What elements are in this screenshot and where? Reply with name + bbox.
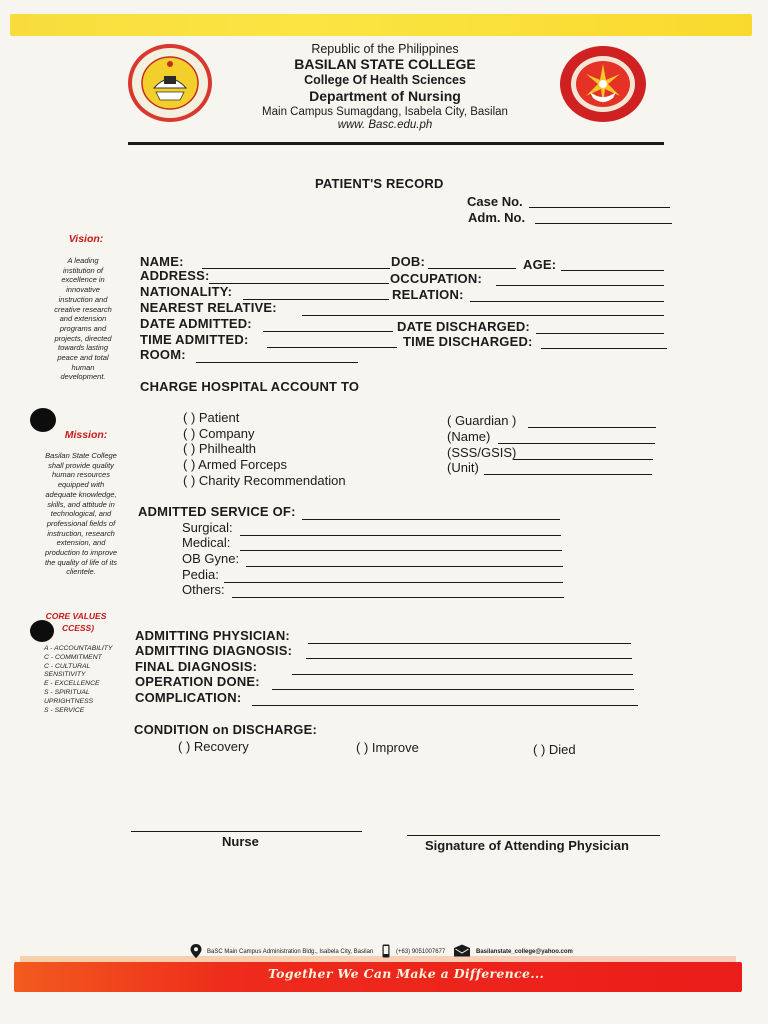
charge-option-company[interactable]: ( ) Company: [183, 426, 255, 441]
time-discharged-label: TIME DISCHARGED:: [403, 334, 533, 349]
admitting-physician-label: ADMITTING PHYSICIAN:: [135, 628, 290, 643]
mission-line: Basilan State College: [45, 451, 117, 460]
vision-text: [38, 256, 128, 382]
mission-line: equipped with: [57, 480, 105, 490]
mission-line: clientele.: [66, 567, 96, 577]
charge-option-patient[interactable]: ( ) Patient: [183, 410, 240, 425]
unit-label: (Unit): [447, 460, 479, 475]
core-value-item: C - CULTURAL: [44, 662, 91, 670]
mission-line: extension, and: [56, 538, 106, 548]
nurse-label: Nurse: [222, 834, 259, 849]
ob-gyne-label: OB Gyne:: [182, 551, 240, 566]
date-discharged-label: DATE DISCHARGED:: [397, 319, 530, 334]
mission-line: instruction, research: [47, 528, 115, 538]
sss-gsis-label: (SSS/GSIS): [447, 445, 517, 460]
adm-no-label: Adm. No.: [468, 210, 526, 225]
core-value-item: C - COMMITMENT: [44, 653, 102, 661]
admitting-physician-field[interactable]: [308, 643, 631, 644]
discharge-option-died[interactable]: ( ) Died: [533, 742, 576, 757]
vision-line: institution of: [62, 265, 104, 275]
mission-line: skills, and attitude in: [47, 499, 115, 509]
form-title: PATIENT'S RECORD: [315, 176, 444, 191]
pedia-label: Pedia:: [182, 567, 219, 582]
occupation-label: OCCUPATION:: [390, 271, 482, 286]
core-value-item: A - ACCOUNTABILITY: [44, 645, 113, 652]
physician-label: Signature of Attending Physician: [425, 838, 629, 853]
admitting-diagnosis-label: ADMITTING DIAGNOSIS:: [135, 643, 293, 658]
vision-line: excellence in: [61, 275, 105, 285]
department-of-nursing-seal-icon: [558, 44, 648, 124]
top-color-band: [10, 14, 752, 36]
footer-address: BaSC Main Campus Administration Bldg., Isabela City, Basilan: [207, 949, 374, 955]
core-values-subheading: CCESS): [61, 623, 95, 633]
surgical-label: Surgical:: [182, 520, 233, 535]
phone-icon: [382, 944, 390, 958]
operation-done-field[interactable]: [272, 689, 634, 690]
room-label: ROOM:: [140, 347, 186, 362]
age-field[interactable]: [561, 270, 664, 271]
vision-line: A leading: [67, 256, 99, 265]
physician-signature-line[interactable]: [407, 835, 660, 836]
others-label: Others:: [182, 582, 225, 597]
sss-gsis-field[interactable]: [513, 459, 653, 460]
age-label: AGE:: [523, 257, 557, 272]
complication-label: COMPLICATION:: [135, 690, 242, 705]
final-diagnosis-field[interactable]: [292, 674, 633, 675]
discharge-option-improve[interactable]: ( ) Improve: [356, 740, 419, 755]
vision-line: innovative: [66, 285, 100, 295]
vision-line: programs and: [59, 323, 107, 333]
vision-heading: Vision:: [68, 233, 104, 245]
service-field[interactable]: [302, 519, 560, 520]
date-admitted-label: DATE ADMITTED:: [140, 316, 252, 331]
core-value-item: E - EXCELLENCE: [44, 680, 100, 688]
nationality-label: NATIONALITY:: [140, 284, 233, 299]
header-website: www. Basc.edu.ph: [337, 119, 433, 131]
relation-field[interactable]: [470, 301, 664, 302]
medical-label: Medical:: [182, 535, 231, 550]
guardian-field[interactable]: [528, 427, 656, 428]
unit-field[interactable]: [484, 474, 652, 475]
vision-line: instruction and: [58, 294, 108, 304]
ob-gyne-field[interactable]: [246, 566, 563, 567]
mission-line: technological, and: [50, 509, 112, 519]
vision-line: creative research: [54, 304, 112, 314]
name-field[interactable]: [202, 268, 390, 269]
admitting-diagnosis-field[interactable]: [306, 658, 632, 659]
medical-field[interactable]: [240, 550, 562, 551]
pedia-field[interactable]: [224, 582, 563, 583]
discharge-option-recovery[interactable]: ( ) Recovery: [178, 739, 249, 754]
core-value-item: UPRIGHTNESS: [44, 697, 94, 705]
vision-line: projects, directed: [54, 333, 112, 343]
others-field[interactable]: [232, 597, 564, 598]
charge-option-armed-forces[interactable]: ( ) Armed Forceps: [183, 457, 288, 472]
charge-heading: CHARGE HOSPITAL ACCOUNT TO: [140, 379, 360, 394]
header-divider: [128, 142, 664, 145]
core-value-item: S - SPIRITUAL: [44, 688, 90, 696]
mission-heading: Mission:: [64, 429, 108, 441]
vision-line: human: [71, 362, 95, 372]
core-values-heading: CORE VALUES: [45, 611, 107, 621]
address-label: ADDRESS:: [140, 268, 210, 283]
case-no-field[interactable]: [529, 207, 670, 208]
nearest-relative-label: NEAREST RELATIVE:: [140, 300, 277, 315]
final-diagnosis-label: FINAL DIAGNOSIS:: [135, 659, 258, 674]
envelope-icon: [453, 944, 471, 957]
discharge-heading: CONDITION on DISCHARGE:: [134, 722, 317, 737]
footer-email: Basilanstate_college@yahoo.com: [476, 949, 573, 955]
mission-line: the quality of life of its: [44, 557, 118, 567]
mission-line: professional fields of: [46, 518, 116, 528]
guardian-name-label: (Name): [447, 429, 491, 444]
mission-line: human resources: [52, 470, 110, 480]
name-label: NAME:: [140, 254, 184, 269]
operation-done-label: OPERATION DONE:: [135, 674, 260, 689]
dob-field[interactable]: [428, 268, 516, 269]
header-department: Department of Nursing: [309, 88, 461, 104]
charge-option-philhealth[interactable]: ( ) Philhealth: [183, 441, 256, 456]
occupation-field[interactable]: [496, 285, 664, 286]
nearest-relative-field[interactable]: [302, 315, 664, 316]
mission-line: shall provide quality: [48, 460, 114, 470]
time-admitted-label: TIME ADMITTED:: [140, 332, 249, 347]
time-admitted-field[interactable]: [267, 347, 397, 348]
core-values-list: [44, 645, 112, 715]
nurse-signature-line[interactable]: [131, 831, 362, 832]
mission-text: [36, 451, 126, 577]
date-admitted-field[interactable]: [263, 331, 393, 332]
header-republic: Republic of the Philippines: [311, 42, 459, 56]
basilan-state-college-seal-icon: [126, 42, 214, 124]
guardian-label: ( Guardian ): [447, 413, 517, 428]
location-pin-icon: [190, 944, 202, 958]
guardian-name-field[interactable]: [498, 443, 655, 444]
mission-line: production to improve: [44, 548, 118, 558]
vision-line: towards lasting: [57, 343, 109, 353]
vision-line: peace and total: [57, 353, 109, 363]
address-field[interactable]: [209, 283, 389, 284]
complication-field[interactable]: [252, 705, 638, 706]
vision-line: and extension: [59, 314, 107, 324]
service-heading: ADMITTED SERVICE OF:: [138, 504, 296, 519]
header-address: Main Campus Sumagdang, Isabela City, Basilan: [262, 106, 508, 118]
room-field[interactable]: [196, 362, 358, 363]
vision-line: development.: [60, 372, 106, 382]
charge-option-charity[interactable]: ( ) Charity Recommendation: [183, 473, 346, 488]
relation-label: RELATION:: [392, 287, 464, 302]
footer-phone: (+63) 9051007677: [396, 949, 446, 955]
case-no-label: Case No.: [467, 194, 523, 209]
header-college-name: BASILAN STATE COLLEGE: [294, 56, 476, 72]
dob-label: DOB:: [391, 254, 426, 269]
mission-line: adequate knowledge,: [45, 489, 117, 499]
core-value-item: S - SERVICE: [44, 706, 85, 714]
time-discharged-field[interactable]: [541, 348, 667, 349]
adm-no-field[interactable]: [535, 223, 672, 224]
date-discharged-field[interactable]: [536, 333, 664, 334]
footer-slogan: Together We Can Make a Difference...: [268, 966, 545, 981]
header-college-unit: College Of Health Sciences: [304, 73, 466, 87]
core-value-item: SENSITIVITY: [44, 671, 86, 679]
surgical-field[interactable]: [240, 535, 561, 536]
